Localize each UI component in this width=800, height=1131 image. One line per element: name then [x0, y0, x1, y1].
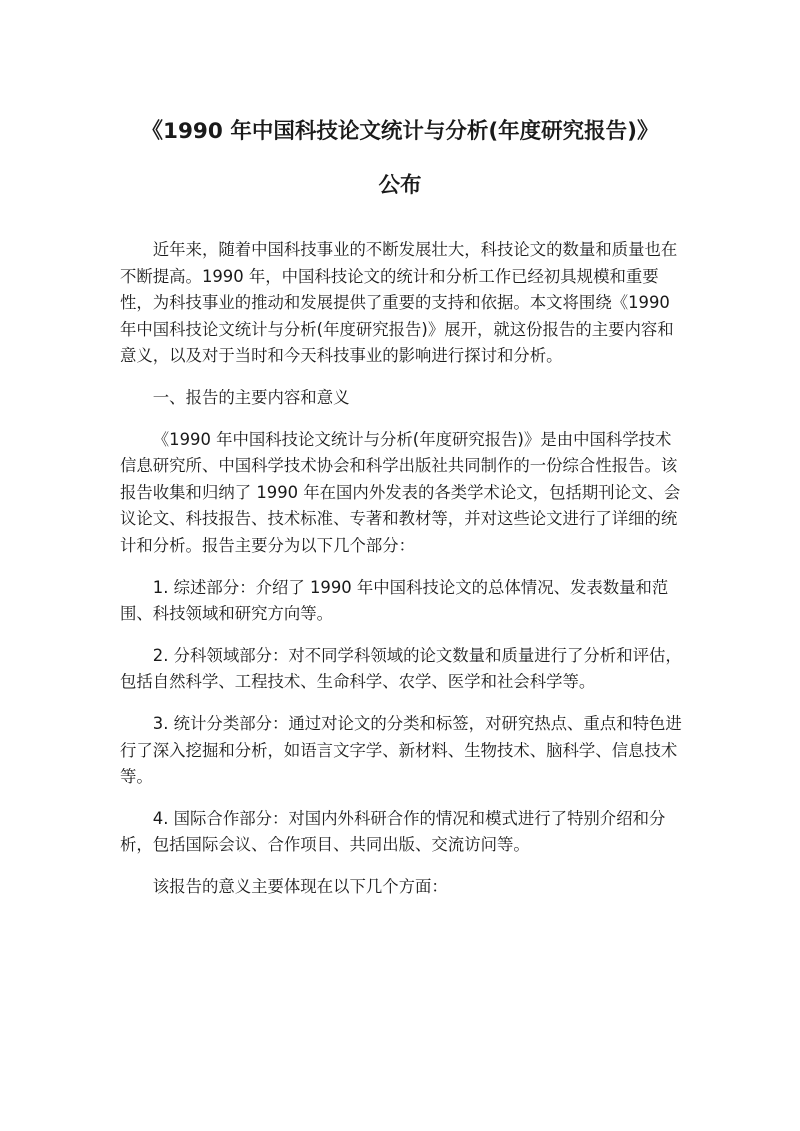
document-title-line-1: 《1990 年中国科技论文统计与分析(年度研究报告)》 — [141, 119, 659, 144]
paragraph-report-overview: 《1990 年中国科技论文统计与分析(年度研究报告)》是由中国科学技术信息研究所、中国科学技术协会和科学出版社共同制作的一份综合性报告。该报告收集和归纳了 1990 年在国内外发表的各类学术论文，包括期刊论文、会议论文、科技报告、技术标准、专著和教材等，并对这些论文进行了详细的统计和分析。报告主要分为以下几个部分： — [120, 429, 681, 555]
document-body — [120, 237, 686, 915]
paragraph-significance: 该报告的意义主要体现在以下几个方面： — [152, 876, 448, 896]
list-item-disciplines: 2. 分科领域部分：对不同学科领域的论文数量和质量进行了分析和评估，包括自然科学、工程技术、生命科学、农学、医学和社会科学等。 — [120, 645, 682, 692]
section-heading-1: 一、报告的主要内容和意义 — [152, 387, 350, 407]
list-item-overview: 1. 综述部分：介绍了 1990 年中国科技论文的总体情况、发表数量和范围、科技领域和研究方向等。 — [120, 577, 669, 624]
list-item-international: 4. 国际合作部分：对国内外科研合作的情况和模式进行了特别介绍和分析，包括国际会议、合作项目、共同出版、交流访问等。 — [120, 808, 666, 855]
document-title-line-2: 公布 — [378, 173, 422, 198]
list-item-classification: 3. 统计分类部分：通过对论文的分类和标签，对研究热点、重点和特色进行了深入挖掘和分析，如语言文字学、新材料、生物技术、脑科学、信息技术等。 — [120, 713, 682, 787]
paragraph-intro: 近年来，随着中国科技事业的不断发展壮大，科技论文的数量和质量也在不断提高。1990 年，中国科技论文的统计和分析工作已经初具规模和重要性，为科技事业的推动和发展提供了重要的支持和依据。本文将围绕《1990 年中国科技论文统计与分析(年度研究报告)》展开，就这份报告的主要内容和意义，以及对于当时和今天科技事业的影响进行探讨和分析。 — [120, 240, 678, 366]
